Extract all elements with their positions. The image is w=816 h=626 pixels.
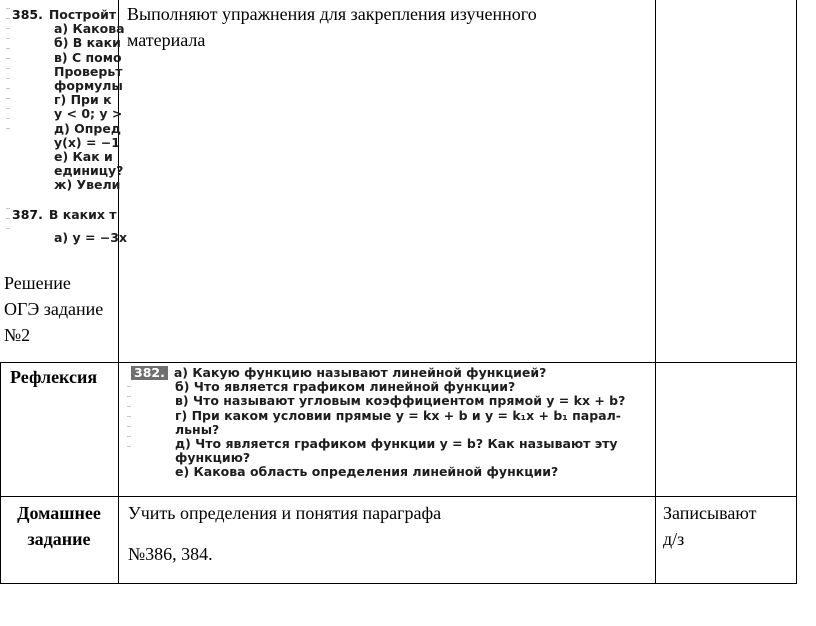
scan-line: б) Что является графиком линейной функции? — [175, 379, 516, 395]
scan-line: ж) Увели — [54, 177, 121, 193]
textbook-snippet-385 — [0, 7, 125, 193]
homework-label — [2, 500, 116, 552]
textbook-snippet-382 — [125, 366, 653, 491]
reflection-label: Рефлексия — [10, 367, 98, 387]
scan-line: г) При каком условии прямые y = kx + b и y = k₁x + b₁ парал- — [175, 407, 621, 423]
right-border-top — [796, 0, 797, 362]
scan-line: г) При к — [54, 92, 112, 108]
scan-line: y(x) = −1 — [54, 134, 120, 150]
text-line: Выполняют упражнения для закрепления изученного — [127, 4, 537, 24]
label-line: ОГЭ задание — [4, 299, 104, 319]
label-line: Домашнее — [17, 503, 101, 523]
col-divider-2-mid — [655, 362, 656, 583]
textbook-snippet-387 — [0, 207, 128, 250]
right-border-bottom — [796, 362, 797, 583]
scan-line: д) Что является графиком функции y = b? Как называют эту — [175, 436, 618, 452]
left-border-bottom — [0, 362, 1, 583]
scan-line: Постройт — [48, 7, 117, 22]
scan-line: е) Как и — [54, 149, 113, 165]
scan-line: е) Какова область определения линейной функции? — [175, 464, 559, 480]
scan-line: единицу? — [54, 163, 124, 179]
scan-line: льны? — [175, 421, 220, 437]
exercise-number: 385. — [12, 7, 43, 22]
scan-line: Проверьт — [54, 63, 123, 79]
action-line: д/з — [663, 529, 685, 549]
margin-ticks — [6, 208, 10, 238]
row-divider-1 — [0, 362, 797, 363]
homework-line-1: Учить определения и понятия параграфа — [128, 503, 442, 523]
col-divider-2-top — [655, 0, 656, 362]
scan-line: а) Какую функцию называют линейной функцией? — [173, 365, 547, 380]
table-bottom-border — [0, 583, 797, 584]
row1-activity-text — [127, 1, 652, 53]
scan-line: формулы — [54, 78, 123, 94]
label-line: задание — [27, 529, 91, 549]
scan-line: в) С помо — [54, 49, 122, 65]
margin-ticks — [6, 8, 10, 138]
scan-line: б) В каки — [54, 35, 121, 51]
exercise-number-badge: 382. — [131, 366, 168, 380]
label-line: Решение — [4, 273, 71, 293]
scan-line: y < 0; y > — [54, 106, 123, 122]
homework-student-action — [663, 500, 795, 552]
row1-left-label — [4, 270, 116, 348]
scan-line: а) y = −3x — [54, 230, 128, 246]
label-line: №2 — [4, 325, 31, 345]
exercise-number: 387. — [12, 207, 43, 222]
scan-line: В каких т — [48, 207, 117, 222]
scan-line: функцию? — [175, 450, 251, 466]
scan-line: в) Что называют угловым коэффициентом прямой y = kx + b? — [175, 393, 626, 409]
row-divider-2 — [0, 496, 797, 497]
action-line: Записывают — [663, 503, 757, 523]
homework-task — [128, 500, 653, 567]
scan-line: а) Какова — [54, 21, 125, 37]
scan-line: д) Опред — [54, 120, 121, 136]
homework-line-2: №386, 384. — [128, 544, 213, 564]
text-line: материала — [127, 30, 206, 50]
